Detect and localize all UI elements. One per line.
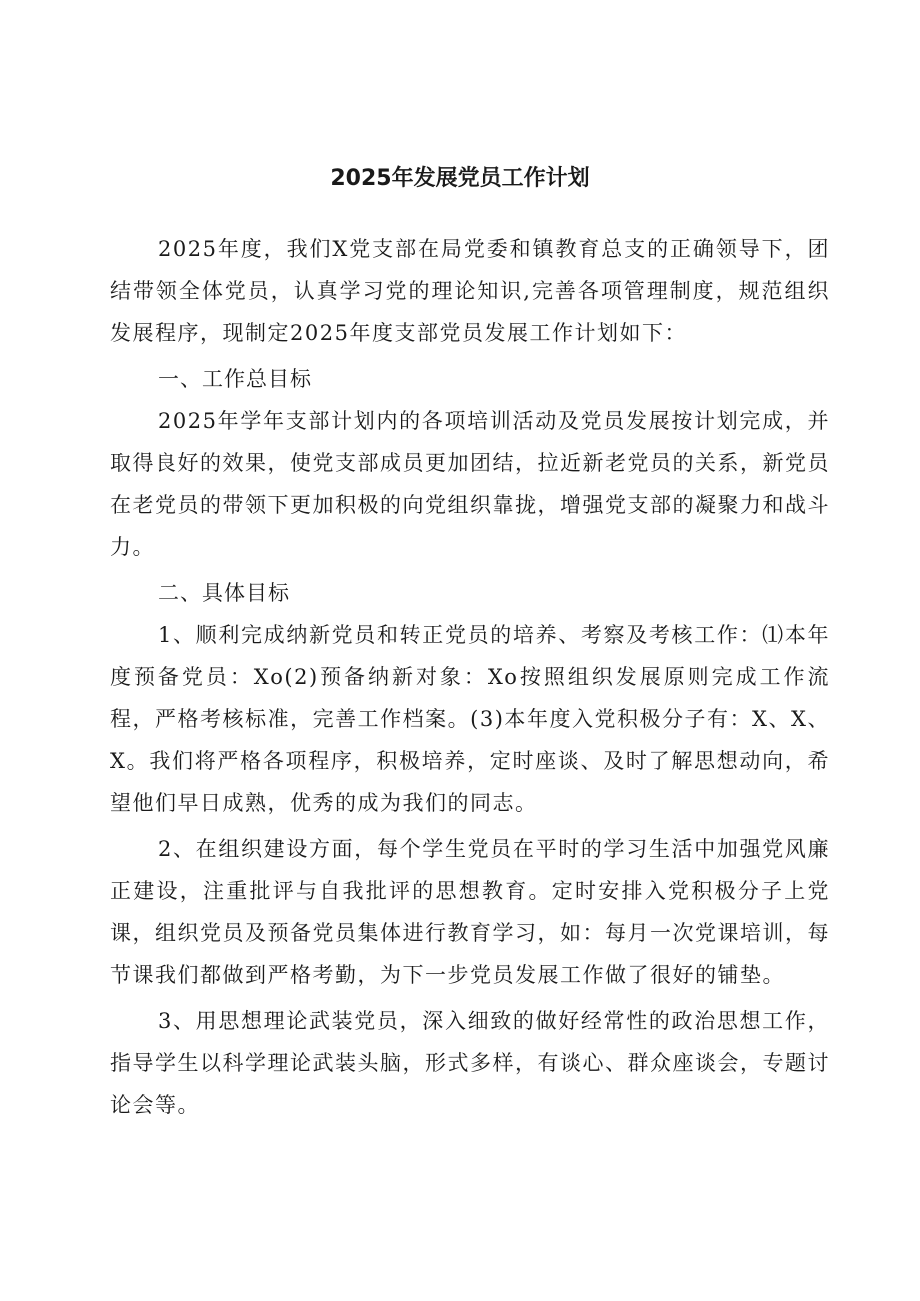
- specific-goal-item-2: 2、在组织建设方面，每个学生党员在平时的学习生活中加强党风廉正建设，注重批评与自我批评的思想教育。定时安排入党积极分子上党课，组织党员及预备党员集体进行教育学习，如：每月一次党课培训，每节课我们都做到严格考勤，为下一步党员发展工作做了很好的铺垫。: [110, 837, 830, 987]
- specific-goal-item-3: 3、用思想理论武装党员，深入细致的做好经常性的政治思想工作，指导学生以科学理论武装头脑，形式多样，有谈心、群众座谈会，专题讨论会等。: [110, 1009, 830, 1117]
- section-paragraph-overall-goal: 2025年学年支部计划内的各项培训活动及党员发展按计划完成，并取得良好的效果，使党支部成员更加团结，拉近新老党员的关系，新党员在老党员的带领下更加积极的向党组织靠拢，增强党支部的凝聚力和战斗力。: [110, 409, 830, 559]
- intro-paragraph: 2025年度，我们X党支部在局党委和镇教育总支的正确领导下，团结带领全体党员，认真学习党的理论知识,完善各项管理制度，规范组织发展程序，现制定2025年度支部党员发展工作计划如下：: [110, 237, 830, 345]
- section-heading-overall-goal: 一、工作总目标: [158, 367, 312, 391]
- document-title: 2025年发展党员工作计划: [330, 166, 590, 191]
- specific-goal-item-1: 1、顺利完成纳新党员和转正党员的培养、考察及考核工作：⑴本年度预备党员：Xo(2)预备纳新对象：Xo按照组织发展原则完成工作流程，严格考核标准，完善工作档案。(3)本年度入党积极分子有：X、X、X。我们将严格各项程序，积极培养，定时座谈、及时了解思想动向，希望他们早日成熟，优秀的成为我们的同志。: [110, 623, 830, 815]
- section-heading-specific-goals: 二、具体目标: [158, 581, 290, 605]
- document-body: [110, 228, 830, 1126]
